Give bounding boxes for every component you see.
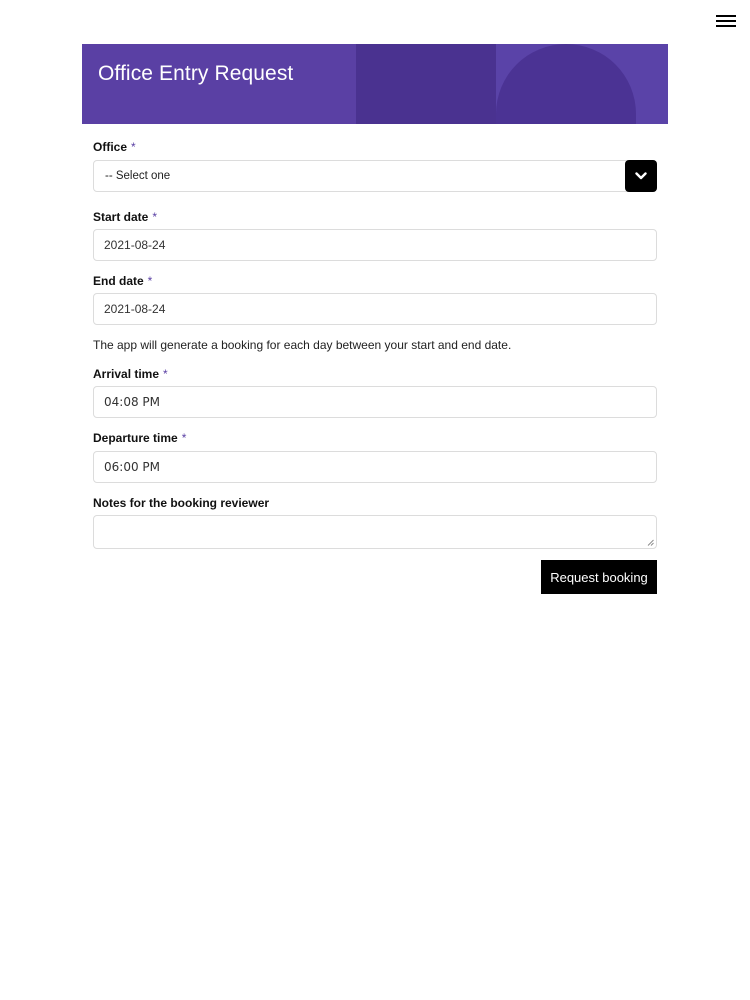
chevron-down-icon[interactable] [625, 160, 657, 192]
required-mark: * [181, 431, 187, 445]
request-booking-button[interactable]: Request booking [541, 560, 657, 594]
menu-bar [716, 20, 736, 22]
arrival-time-label [93, 367, 168, 381]
departure-time-input[interactable]: 06:00 PM [93, 451, 657, 483]
hamburger-menu-icon[interactable] [714, 12, 738, 32]
departure-time-label-text: Departure time [93, 431, 178, 445]
end-date-label-text: End date [93, 274, 144, 288]
required-mark: * [131, 140, 136, 154]
end-date-label [93, 274, 152, 288]
required-mark: * [147, 274, 153, 288]
menu-bar [716, 25, 736, 27]
start-date-label-text: Start date [93, 210, 149, 224]
resize-grip-icon[interactable] [647, 539, 654, 546]
required-mark: * [152, 210, 158, 224]
start-date-label [93, 210, 157, 224]
notes-textarea[interactable] [93, 515, 657, 549]
departure-time-label [93, 431, 186, 445]
banner-decoration [356, 44, 496, 124]
notes-label: Notes for the booking reviewer [93, 496, 270, 510]
page-banner [82, 44, 668, 124]
page-title: Office Entry Request [98, 62, 294, 85]
end-date-input[interactable]: 2021-08-24 [93, 293, 657, 325]
arrival-time-input[interactable]: 04:08 PM [93, 386, 657, 418]
office-select[interactable] [93, 160, 657, 192]
office-select-value: -- Select one [105, 170, 171, 182]
office-label [93, 140, 136, 154]
office-label-text: Office [93, 140, 128, 154]
start-date-input[interactable]: 2021-08-24 [93, 229, 657, 261]
date-range-helper-text: The app will generate a booking for each day between your start and end date. [93, 338, 512, 352]
menu-bar [716, 15, 736, 17]
required-mark: * [163, 367, 168, 381]
arrival-time-label-text: Arrival time [93, 367, 160, 381]
